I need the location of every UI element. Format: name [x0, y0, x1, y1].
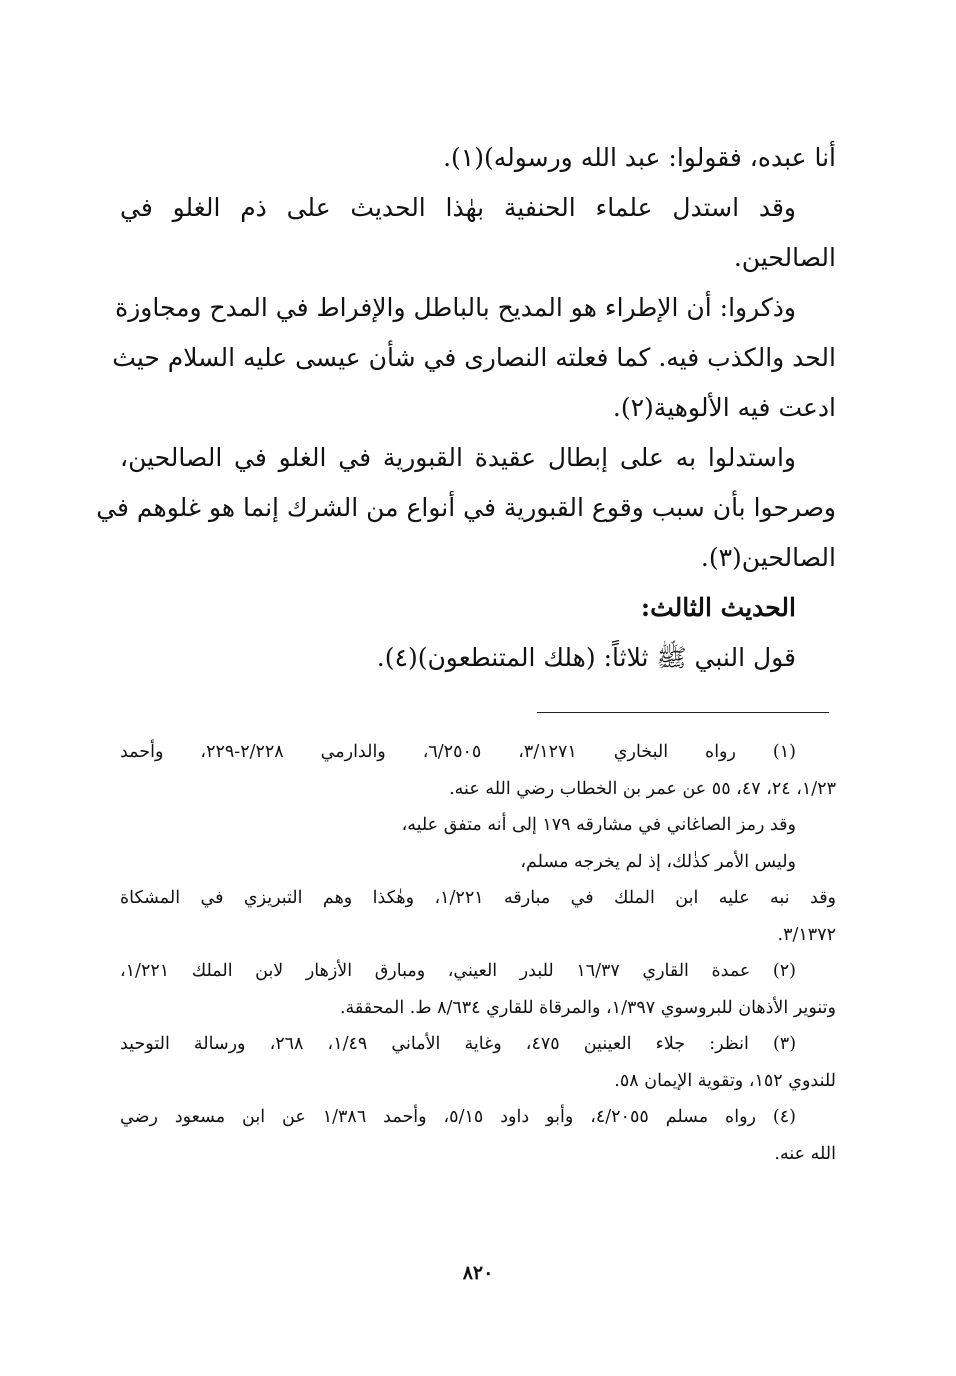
section-heading: الحديث الثالث:: [640, 593, 796, 622]
footnote-line: للندوي ١٥٢، وتقوية الإيمان ٥٨.: [614, 1070, 836, 1091]
body-line: وذكروا: أن الإطراء هو المديح بالباطل والإفراط في المدح ومجاوزة: [115, 293, 796, 322]
body-line: الصالحين.: [733, 243, 836, 272]
footnote-line: وليس الأمر كذٰلك، إذ لم يخرجه مسلم،: [520, 851, 796, 872]
main-text: [96, 133, 836, 683]
body-line: قول النبي ﷺ ثلاثاً: (هلك المتنطعون)(٤).: [376, 643, 796, 672]
footnote-line: (٣) انظر: جلاء العينين ٤٧٥، وغاية الأماني ١/٤٩، ٢٦٨، ورسالة التوحيد: [120, 1034, 797, 1054]
footnote-line: (١) رواه البخاري ٣/١٢٧١، ٦/٢٥٠٥، والدارمي ٢/٢٢٨-٢٢٩، وأحمد: [120, 742, 796, 762]
footnote-line: وقد رمز الصاغاني في مشارقه ١٧٩ إلى أنه متفق عليه،: [401, 815, 796, 835]
body-line: ادعت فيه الألوهية(٢).: [612, 393, 836, 422]
footnote-line: وتنوير الأذهان للبروسوي ١/٣٩٧، والمرقاة للقاري ٨/٦٣٤ ط. المحققة.: [339, 997, 836, 1018]
footnote-line: ١/٢٣، ٢٤، ٤٧، ٥٥ عن عمر بن الخطاب رضي الله عنه.: [449, 778, 836, 799]
page-number: ٨٢٠: [462, 1262, 494, 1284]
footnote-line: (٤) رواه مسلم ٤/٢٠٥٥، وأبو داود ٥/١٥، وأحمد ١/٣٨٦ عن ابن مسعود رضي: [120, 1107, 796, 1127]
footnote-line: (٢) عمدة القاري ١٦/٣٧ للبدر العيني، ومبارق الأزهار لابن الملك ١/٢٢١،: [120, 961, 796, 981]
body-line: أنا عبده، فقولوا: عبد الله ورسوله)(١).: [443, 143, 836, 172]
body-line: واستدلوا به على إبطال عقيدة القبورية في الغلو في الصالحين،: [120, 443, 796, 472]
footnote-line: الله عنه.: [774, 1143, 836, 1164]
footnote-line: وقد نبه عليه ابن الملك في مبارقه ١/٢٢١، وهٰكذا وهم التبريزي في المشكاة: [120, 888, 837, 908]
body-line: الحد والكذب فيه. كما فعلته النصارى في شأن عيسى عليه السلام حيث: [112, 343, 836, 372]
footnote-separator: [537, 712, 829, 713]
footnote-line: ٣/١٣٧٢.: [777, 924, 836, 945]
footnotes: [120, 734, 836, 1172]
body-line: وصرحوا بأن سبب وقوع القبورية في أنواع من الشرك إنما هو غلوهم في: [96, 493, 836, 522]
body-line: الصالحين(٣).: [700, 543, 836, 572]
body-line: وقد استدل علماء الحنفية بهٰذا الحديث على ذم الغلو في: [120, 193, 796, 222]
